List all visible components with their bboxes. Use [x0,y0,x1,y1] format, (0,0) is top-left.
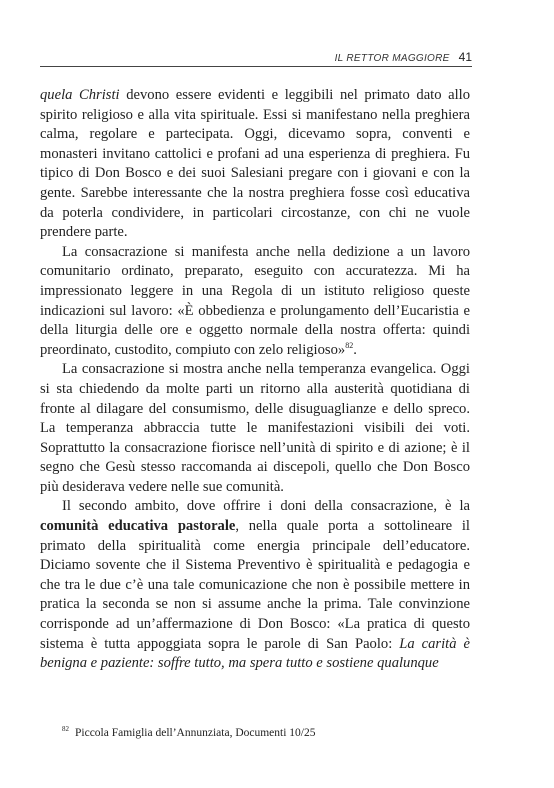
paragraph [40,360,470,497]
body-text [40,86,470,674]
paragraph-text: . [353,341,357,358]
paragraph-text: La consacrazione si manifesta anche nella dedizione a un lavoro comunitario ordinato, preparato, eseguito con accuratezza. Mi ha impressionato leggere in una Regola di un istituto religioso queste indicazioni sul lavoro: «È obbedienza e prolungamento dell’Eucaristia e della liturgia delle ore e oggetto normale della nostra offerta: quindi preordinato, custodito, compiuto con zelo religioso» [40,243,470,358]
emphasized-term: comunità educativa pastorale [40,518,236,535]
paragraph [40,86,470,243]
latin-phrase: quela Christi [40,87,120,103]
running-header [40,50,472,67]
scripture-quote: La carità è benigna e paziente: soffre tutto, ma spera tutto e sostiene qualunque [40,635,470,672]
footnote-reference: 82 [345,340,354,350]
paragraph-text: La consacrazione si mostra anche nella temperanza evangelica. Oggi si sta chiedendo da molte parti un ritorno alla austerità quotidiana di fronte al dilagare del consumismo, delle disuguaglianze e dello spreco. La temperanza abbraccia tutte le manifestazioni visibili dei voti. Soprattutto la consacrazione fiorisce nell’unità di spirito e di azione; è il segno che Gesù stesso raccomanda ai discepoli, quello che Don Bosco più desiderava vedere nelle sue comunità. [40,361,470,495]
paragraph-text: devono essere evidenti e leggibili nel primato dato allo spirito religioso e alla vita spirituale. Essi si manifestano nella preghiera calma, regolare e partecipata. Oggi, dicevamo sopra, conventi e monasteri invitano cattolici e profani ad una esperienza di preghiera. Fu tipico di Don Bosco e dei suoi Salesiani pregare con i giovani e con la gente. Sarebbe interessante che la nostra preghiera fosse così educativa da poterla condividere, in particolari circostanze, con chi ne vuole prendere parte. [40,87,471,241]
footnote-marker: 82 [62,725,69,733]
paragraph [40,243,470,361]
paragraph [40,497,470,673]
paragraph-text: , nella quale porta a sottolineare il primato della spiritualità come energia principale dell’educatore. Diciamo sovente che il Sistema Preventivo è spiritualità e pedagogia e che tra le due c’è una tale comunicazione che non è possibile mettere in pratica la seconda se non si assume anche la prima. Tale convinzione corrisponde ad un’affermazione di Don Bosco: «La pratica di questo sistema è tutta appoggiata sopra le parole di San Paolo: [40,518,470,652]
running-title: IL RETTOR MAGGIORE [334,53,450,64]
paragraph-text: Il secondo ambito, dove offrire i doni della consacrazione, è la [62,498,470,515]
page-number: 41 [458,50,472,64]
footnote-text: Piccola Famiglia dell’Annunziata, Documenti 10/25 [75,726,316,739]
footnote [62,722,472,740]
